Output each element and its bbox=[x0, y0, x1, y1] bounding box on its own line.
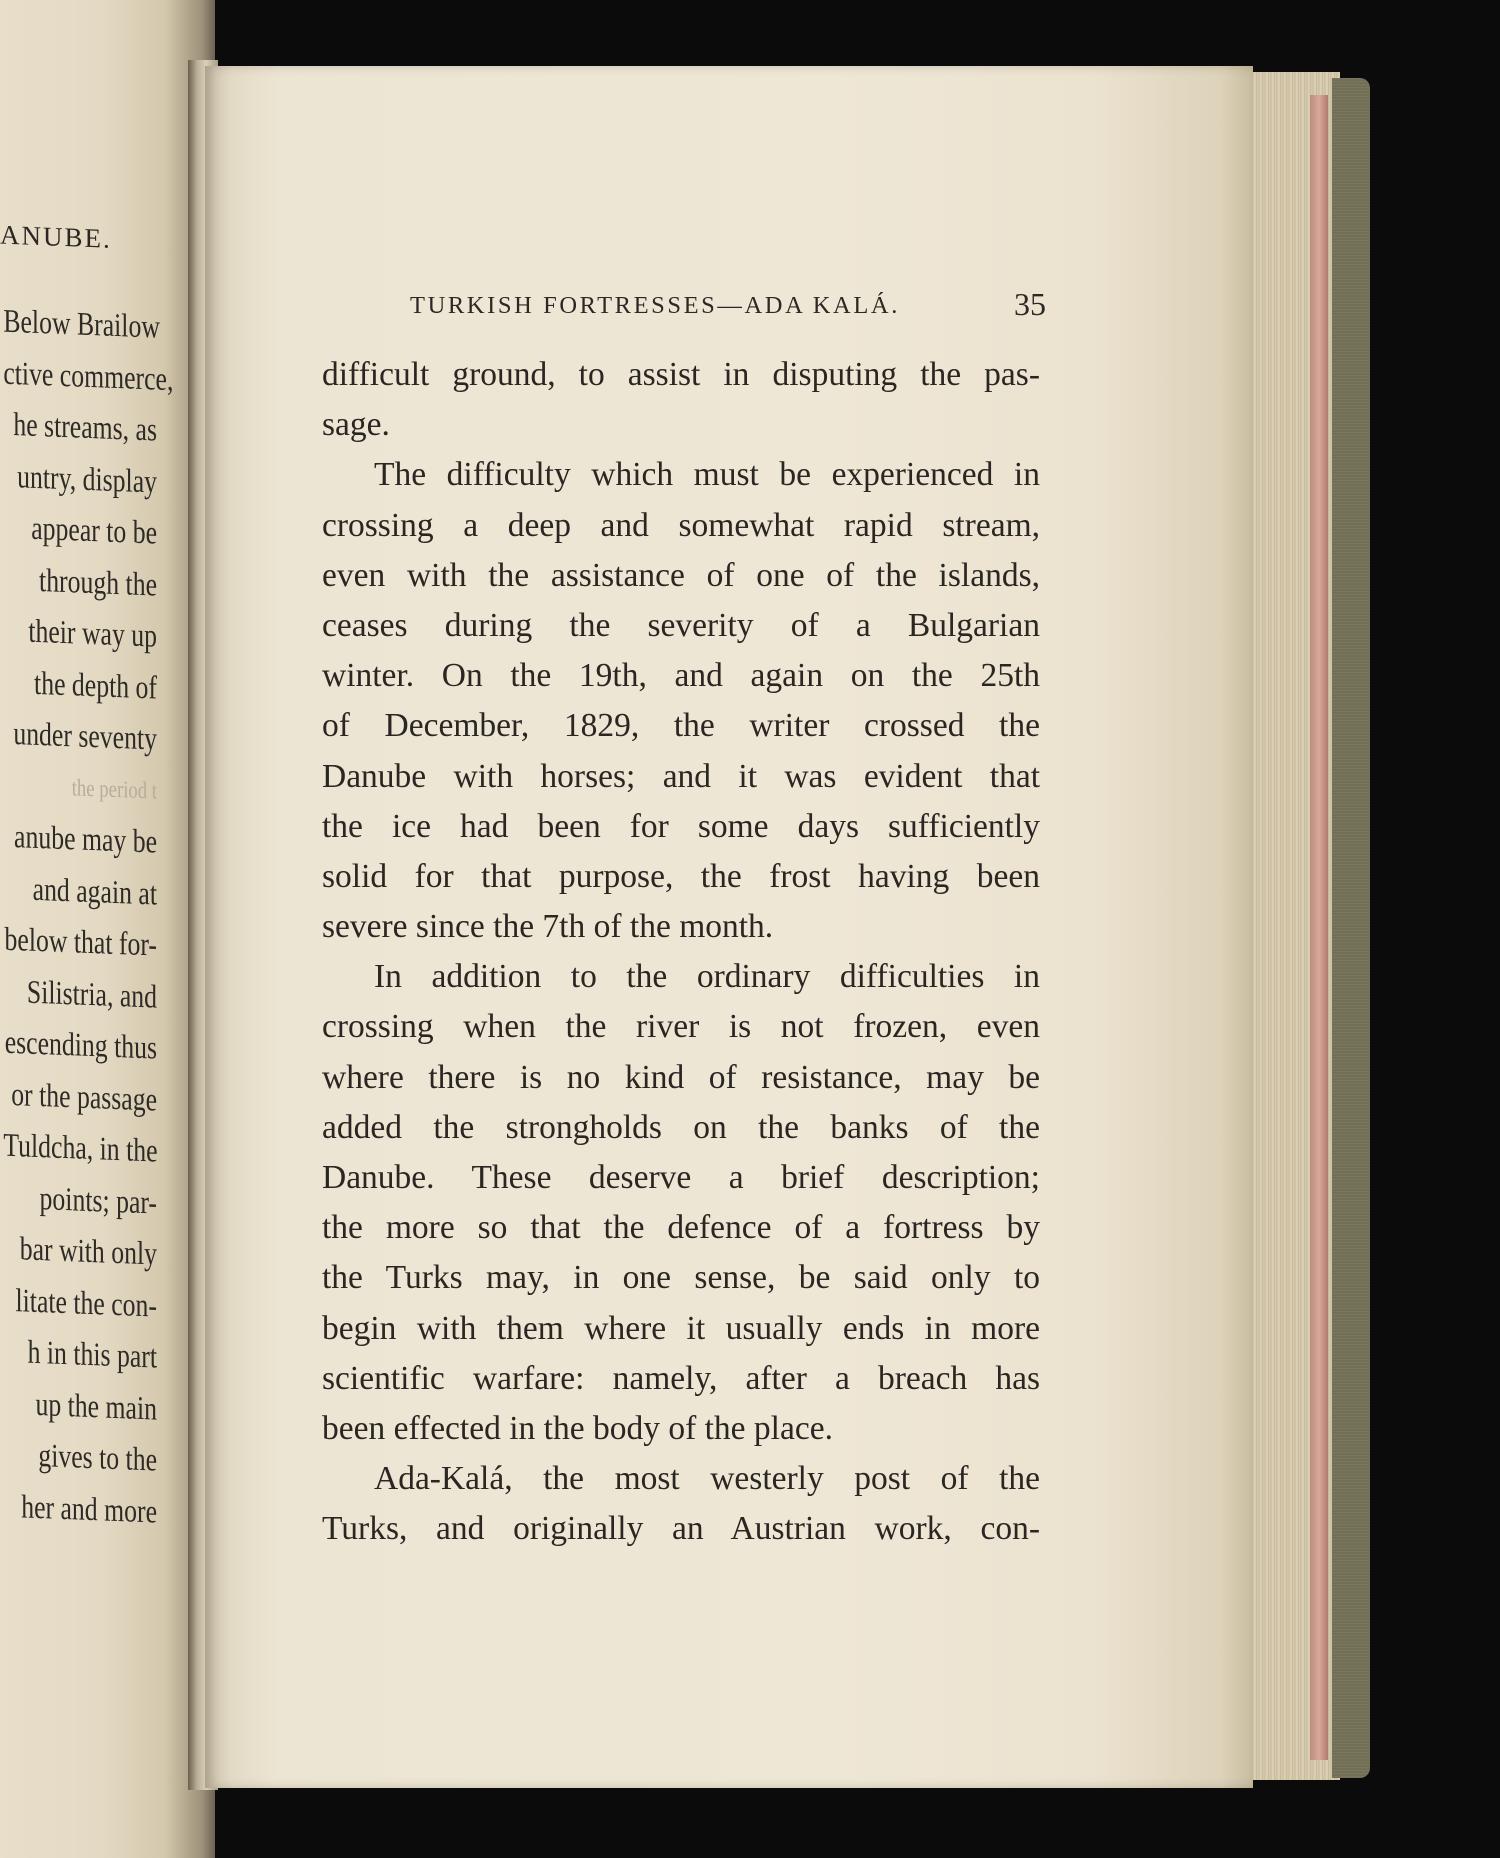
running-head-title: TURKISH FORTRESSES—ADA KALÁ. bbox=[410, 292, 900, 319]
body-line: added the strongholds on the banks of the bbox=[322, 1108, 1040, 1146]
body-line: sage. bbox=[322, 406, 390, 444]
body-line: difficult ground, to assist in disputing the pas- bbox=[322, 356, 1040, 393]
body-line: Danube with horses; and it was evident that bbox=[322, 757, 1040, 795]
left-page-line: untry, display bbox=[17, 458, 158, 501]
left-page-line: appear to be bbox=[31, 510, 157, 552]
left-page-line: Below Brailow bbox=[3, 303, 160, 346]
page-number: 35 bbox=[1014, 286, 1046, 322]
left-page-line: below that for- bbox=[4, 921, 158, 964]
body-line: The difficulty which must be experienced in bbox=[374, 456, 1040, 494]
left-page-text bbox=[0, 0, 185, 1858]
left-page bbox=[0, 0, 215, 1858]
body-line: In addition to the ordinary difficulties in bbox=[374, 958, 1040, 996]
left-page-line: their way up bbox=[28, 613, 157, 655]
left-page-line: Silistria, and bbox=[26, 974, 157, 1016]
left-page-line: through the bbox=[39, 562, 157, 604]
body-line: the more so that the defence of a fortress by bbox=[322, 1209, 1040, 1247]
left-page-line: points; par- bbox=[39, 1180, 157, 1222]
body-line: Ada-Kalá, the most westerly post of the bbox=[374, 1460, 1040, 1498]
body-line: been effected in the body of the place. bbox=[322, 1409, 833, 1447]
left-page-line: bar with only bbox=[19, 1231, 157, 1273]
left-page-line: the depth of bbox=[34, 665, 157, 707]
left-page-line: up the main bbox=[35, 1386, 157, 1428]
left-page-line: escending thus bbox=[4, 1024, 157, 1067]
body-line: ceases during the severity of a Bulgarian bbox=[322, 606, 1040, 644]
body-line: Turks, and originally an Austrian work, con- bbox=[322, 1510, 1040, 1548]
left-page-line: Tuldcha, in the bbox=[3, 1127, 158, 1170]
body-line: winter. On the 19th, and again on the 25th bbox=[322, 657, 1040, 695]
red-page-edge bbox=[1310, 95, 1328, 1760]
body-line: the Turks may, in one sense, be said only to bbox=[322, 1259, 1040, 1297]
body-line: the ice had been for some days sufficiently bbox=[322, 807, 1040, 845]
left-page-line: gives to the bbox=[38, 1438, 157, 1479]
body-line: scientific warfare: namely, after a breach has bbox=[322, 1359, 1040, 1397]
left-page-line: or the passage bbox=[11, 1076, 157, 1119]
body-line: where there is no kind of resistance, may be bbox=[322, 1058, 1040, 1096]
running-head bbox=[410, 288, 1046, 328]
left-page-line: he streams, as bbox=[13, 407, 158, 449]
body-line: of December, 1829, the writer crossed the bbox=[322, 707, 1040, 745]
left-page-line: under seventy bbox=[13, 716, 158, 758]
left-page-line: litate the con- bbox=[15, 1282, 157, 1325]
left-page-lines bbox=[0, 295, 174, 1539]
left-page-line: and again at bbox=[32, 871, 157, 913]
left-page-line: anube may be bbox=[14, 819, 157, 861]
body-line: Danube. These deserve a brief description; bbox=[322, 1159, 1040, 1196]
body-line: severe since the 7th of the month. bbox=[322, 908, 774, 946]
body-text bbox=[322, 350, 1040, 1555]
left-running-head: ANUBE. bbox=[0, 219, 112, 254]
left-page-line: the period t bbox=[71, 774, 157, 805]
body-line: crossing when the river is not frozen, even bbox=[322, 1008, 1040, 1046]
left-page-line: h in this part bbox=[27, 1334, 157, 1376]
left-page-line: her and more bbox=[21, 1488, 158, 1531]
left-page-line: ctive commerce, bbox=[3, 355, 174, 398]
book-cover-edge bbox=[1332, 78, 1370, 1778]
body-line: begin with them where it usually ends in more bbox=[322, 1309, 1040, 1347]
body-line: solid for that purpose, the frost having been bbox=[322, 857, 1040, 895]
body-line: even with the assistance of one of the islands, bbox=[322, 556, 1040, 594]
body-line: crossing a deep and somewhat rapid stream, bbox=[322, 506, 1040, 544]
